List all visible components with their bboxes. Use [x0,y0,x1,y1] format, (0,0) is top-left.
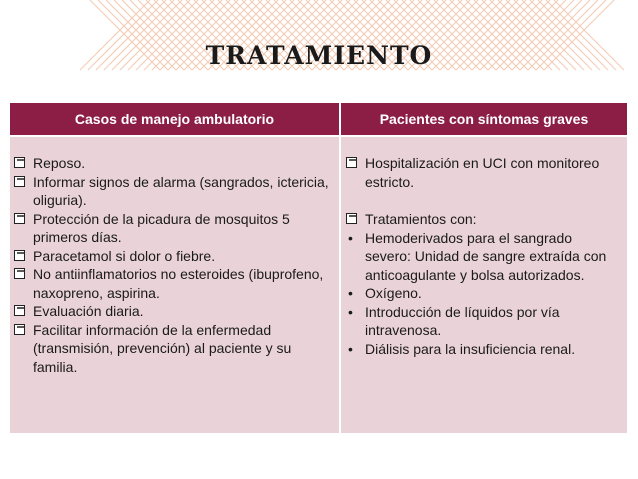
list-item-text: Informar signos de alarma (sangrados, ictericia, oliguria). [33,173,329,208]
list-item [12,210,335,247]
list-item [12,265,335,302]
list-item [12,154,335,173]
spacer [344,191,621,210]
list-item [12,321,335,377]
checkbox-bullet-icon [346,157,357,168]
list-item [344,303,621,340]
list-item [12,302,335,321]
list-item-text: Facilitar información de la enfermedad (transmisión, prevención) al paciente y su familia. [33,321,292,375]
list-item-text: Hospitalización en UCI con monitoreo estricto. [365,155,600,190]
checkbox-bullet-icon [14,250,25,261]
list-item-text: Introducción de líquidos por vía intravenosa. [365,303,560,338]
bullet-dot-icon: • [348,340,353,357]
severe-cell [341,135,627,433]
header-outpatient-cases: Casos de manejo ambulatorio [10,103,341,135]
list-item [344,210,621,229]
list-item [12,247,335,266]
list-item [344,229,621,285]
bullet-dot-icon: • [348,285,353,301]
checkbox-bullet-icon [14,157,25,168]
list-item-text: Oxígeno. [365,285,422,301]
list-item-text: Evaluación diaria. [33,303,144,319]
list-item [12,173,335,210]
header-severe-patients: Pacientes con síntomas graves [341,103,627,135]
checkbox-bullet-icon [14,213,25,224]
list-item [344,154,621,191]
slide-title: TRATAMIENTO [205,41,433,70]
list-item-text: Diálisis para la insuficiencia renal. [365,340,576,357]
checkbox-bullet-icon [14,324,25,335]
checkbox-bullet-icon [14,176,25,187]
list-item-text: Protección de la picadura de mosquitos 5 primeros días. [33,210,290,245]
list-item-text: No antiinflamatorios no esteroides (ibuprofeno, naxopreno, aspirina. [33,266,324,301]
list-item [344,340,621,359]
list-item-text: Tratamientos con: [365,211,477,227]
outpatient-cell [10,135,341,433]
treatment-table [10,103,627,433]
list-item-text: Reposo. [33,155,86,171]
checkbox-bullet-icon [346,213,357,224]
bullet-dot-icon: • [348,303,353,320]
checkbox-bullet-icon [14,305,25,316]
checkbox-bullet-icon [14,268,25,279]
list-item-text: Hemoderivados para el sangrado severo: Unidad de sangre extraída con anticoagulante y bolsa autorizados. [365,229,607,283]
list-item [344,284,621,303]
list-item-text: Paracetamol si dolor o fiebre. [33,247,216,264]
bullet-dot-icon: • [348,229,353,246]
